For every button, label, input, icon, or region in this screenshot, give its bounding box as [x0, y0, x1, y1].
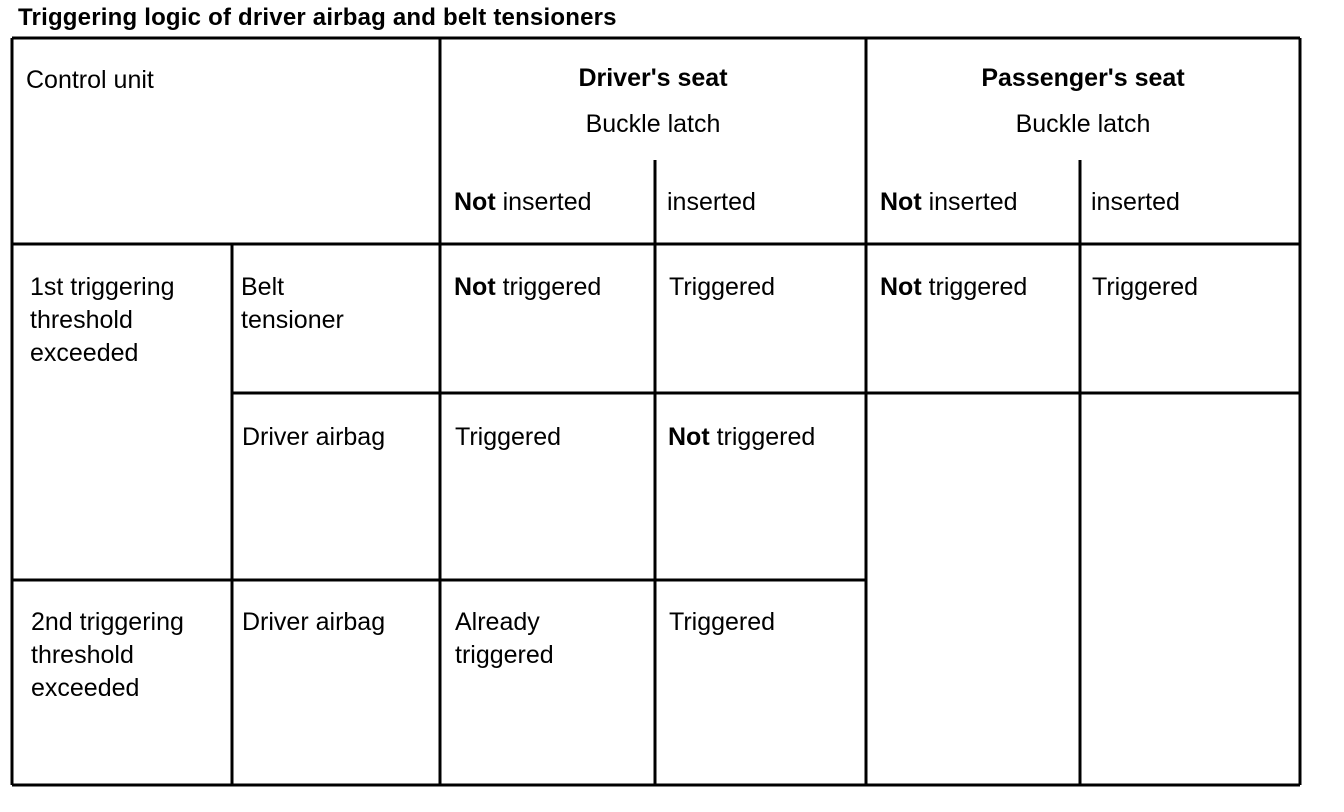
driver-inserted-header: inserted: [667, 188, 756, 216]
control-unit-header: Control unit: [26, 66, 154, 94]
not-inserted-text: inserted: [921, 188, 1018, 216]
belt-tensioner-label: [241, 271, 344, 337]
belt-driver-inserted-cell: Triggered: [669, 273, 776, 301]
driver-buckle-latch-header: Buckle latch: [585, 110, 721, 138]
airbag-driver-not-inserted-cell: Triggered: [455, 423, 562, 451]
belt-passenger-not-inserted-cell: [880, 271, 1027, 304]
not-emphasis: Not: [880, 188, 922, 216]
label-line: 2nd triggering: [31, 608, 184, 636]
airbag-driver-inserted-cell: [668, 421, 815, 454]
passenger-inserted-header: inserted: [1091, 188, 1180, 216]
table-title: Triggering logic of driver airbag and belt tensioners: [18, 4, 617, 31]
not-emphasis: Not: [454, 273, 496, 301]
cell-line: triggered: [455, 641, 554, 669]
cell-text: triggered: [709, 423, 816, 451]
not-emphasis: Not: [880, 273, 922, 301]
label-line: tensioner: [241, 306, 344, 334]
label-line: threshold: [30, 306, 133, 334]
label-line: exceeded: [31, 674, 140, 702]
second-threshold-label: [31, 606, 184, 705]
label-line: exceeded: [30, 339, 139, 367]
passenger-buckle-latch-header: Buckle latch: [1015, 110, 1151, 138]
not-emphasis: Not: [454, 188, 496, 216]
belt-driver-not-inserted-cell: [454, 271, 601, 304]
passenger-not-inserted-header: [880, 186, 1018, 219]
airbag2-driver-inserted-cell: Triggered: [669, 608, 776, 636]
not-inserted-text: inserted: [495, 188, 592, 216]
cell-text: triggered: [495, 273, 602, 301]
label-line: 1st triggering: [30, 273, 175, 301]
driver-seat-header: Driver's seat: [578, 64, 728, 92]
cell-text: triggered: [921, 273, 1028, 301]
label-line: Belt: [241, 273, 285, 301]
first-threshold-label: [30, 271, 175, 370]
passenger-seat-header: Passenger's seat: [981, 64, 1185, 92]
belt-passenger-inserted-cell: Triggered: [1092, 273, 1199, 301]
driver-airbag-label: Driver airbag: [242, 423, 386, 451]
driver-not-inserted-header: [454, 186, 592, 219]
airbag2-driver-not-inserted-cell: [455, 606, 554, 672]
label-line: threshold: [31, 641, 134, 669]
driver-airbag-label: Driver airbag: [242, 608, 386, 636]
cell-line: Already: [455, 608, 540, 636]
not-emphasis: Not: [668, 423, 710, 451]
